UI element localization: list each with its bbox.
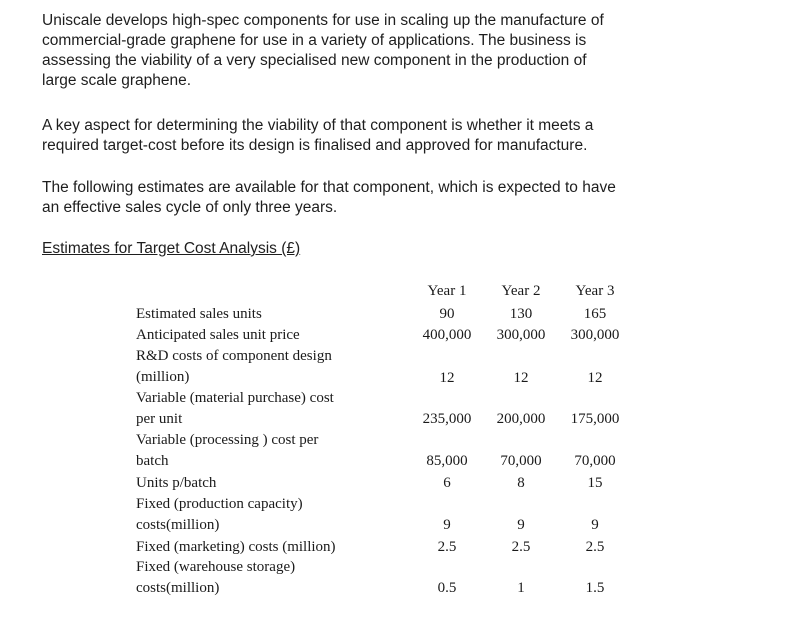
table-cell: 2.5 — [511, 539, 531, 555]
table-cell: 235,000 — [422, 411, 472, 427]
table-cell: 70,000 — [500, 453, 542, 469]
intro-line-1: Uniscale develops high-spec components for use in scaling up the manufacture of — [42, 12, 604, 29]
table-cell: 0.5 — [437, 580, 457, 596]
table-cell: 12 — [513, 370, 529, 386]
row-label: Estimated sales units — [136, 306, 262, 322]
estimates-line-2: an effective sales cycle of only three years. — [42, 199, 338, 216]
row-label-continuation: costs(million) — [136, 580, 220, 596]
intro-line-4: large scale graphene. — [42, 72, 192, 89]
row-label: Fixed (production capacity) — [136, 496, 303, 512]
table-cell: 70,000 — [574, 453, 616, 469]
column-header-year-2: Year 2 — [501, 283, 541, 299]
row-label-continuation: batch — [136, 453, 169, 469]
row-label-continuation: costs(million) — [136, 517, 220, 533]
row-label: Variable (material purchase) cost — [136, 390, 334, 406]
table-cell: 165 — [583, 306, 607, 322]
table-cell: 9 — [443, 517, 451, 533]
row-label-continuation: per unit — [136, 411, 183, 427]
intro-line-3: assessing the viability of a very specialised new component in the production of — [42, 52, 587, 69]
table-cell: 90 — [439, 306, 455, 322]
estimates-line-1: The following estimates are available for that component, which is expected to have — [42, 179, 616, 196]
table-cell: 200,000 — [496, 411, 546, 427]
row-label: Units p/batch — [136, 475, 217, 491]
table-cell: 130 — [509, 306, 533, 322]
table-cell: 300,000 — [496, 327, 546, 343]
table-cell: 400,000 — [422, 327, 472, 343]
row-label: Anticipated sales unit price — [136, 327, 300, 343]
table-cell: 175,000 — [570, 411, 620, 427]
table-cell: 300,000 — [570, 327, 620, 343]
target-cost-line-2: required target-cost before its design is finalised and approved for manufacture. — [42, 137, 588, 154]
row-label: Variable (processing ) cost per — [136, 432, 319, 448]
table-heading: Estimates for Target Cost Analysis (£) — [42, 240, 301, 257]
table-cell: 1.5 — [585, 580, 605, 596]
row-label: Fixed (warehouse storage) — [136, 559, 296, 575]
intro-line-2: commercial-grade graphene for use in a variety of applications. The business is — [42, 32, 587, 49]
table-cell: 2.5 — [437, 539, 457, 555]
target-cost-line-1: A key aspect for determining the viability of that component is whether it meets a — [42, 117, 594, 134]
table-cell: 12 — [587, 370, 603, 386]
table-cell: 15 — [587, 475, 603, 491]
table-cell: 8 — [517, 475, 525, 491]
table-cell: 2.5 — [585, 539, 605, 555]
table-cell: 1 — [517, 580, 525, 596]
table-cell: 85,000 — [426, 453, 468, 469]
table-cell: 12 — [439, 370, 455, 386]
column-header-year-1: Year 1 — [427, 283, 467, 299]
table-cell: 6 — [443, 475, 451, 491]
row-label-continuation: (million) — [136, 369, 190, 385]
column-header-year-3: Year 3 — [575, 283, 615, 299]
table-cell: 9 — [517, 517, 525, 533]
row-label: Fixed (marketing) costs (million) — [136, 539, 336, 555]
row-label: R&D costs of component design — [136, 348, 332, 364]
table-cell: 9 — [591, 517, 599, 533]
